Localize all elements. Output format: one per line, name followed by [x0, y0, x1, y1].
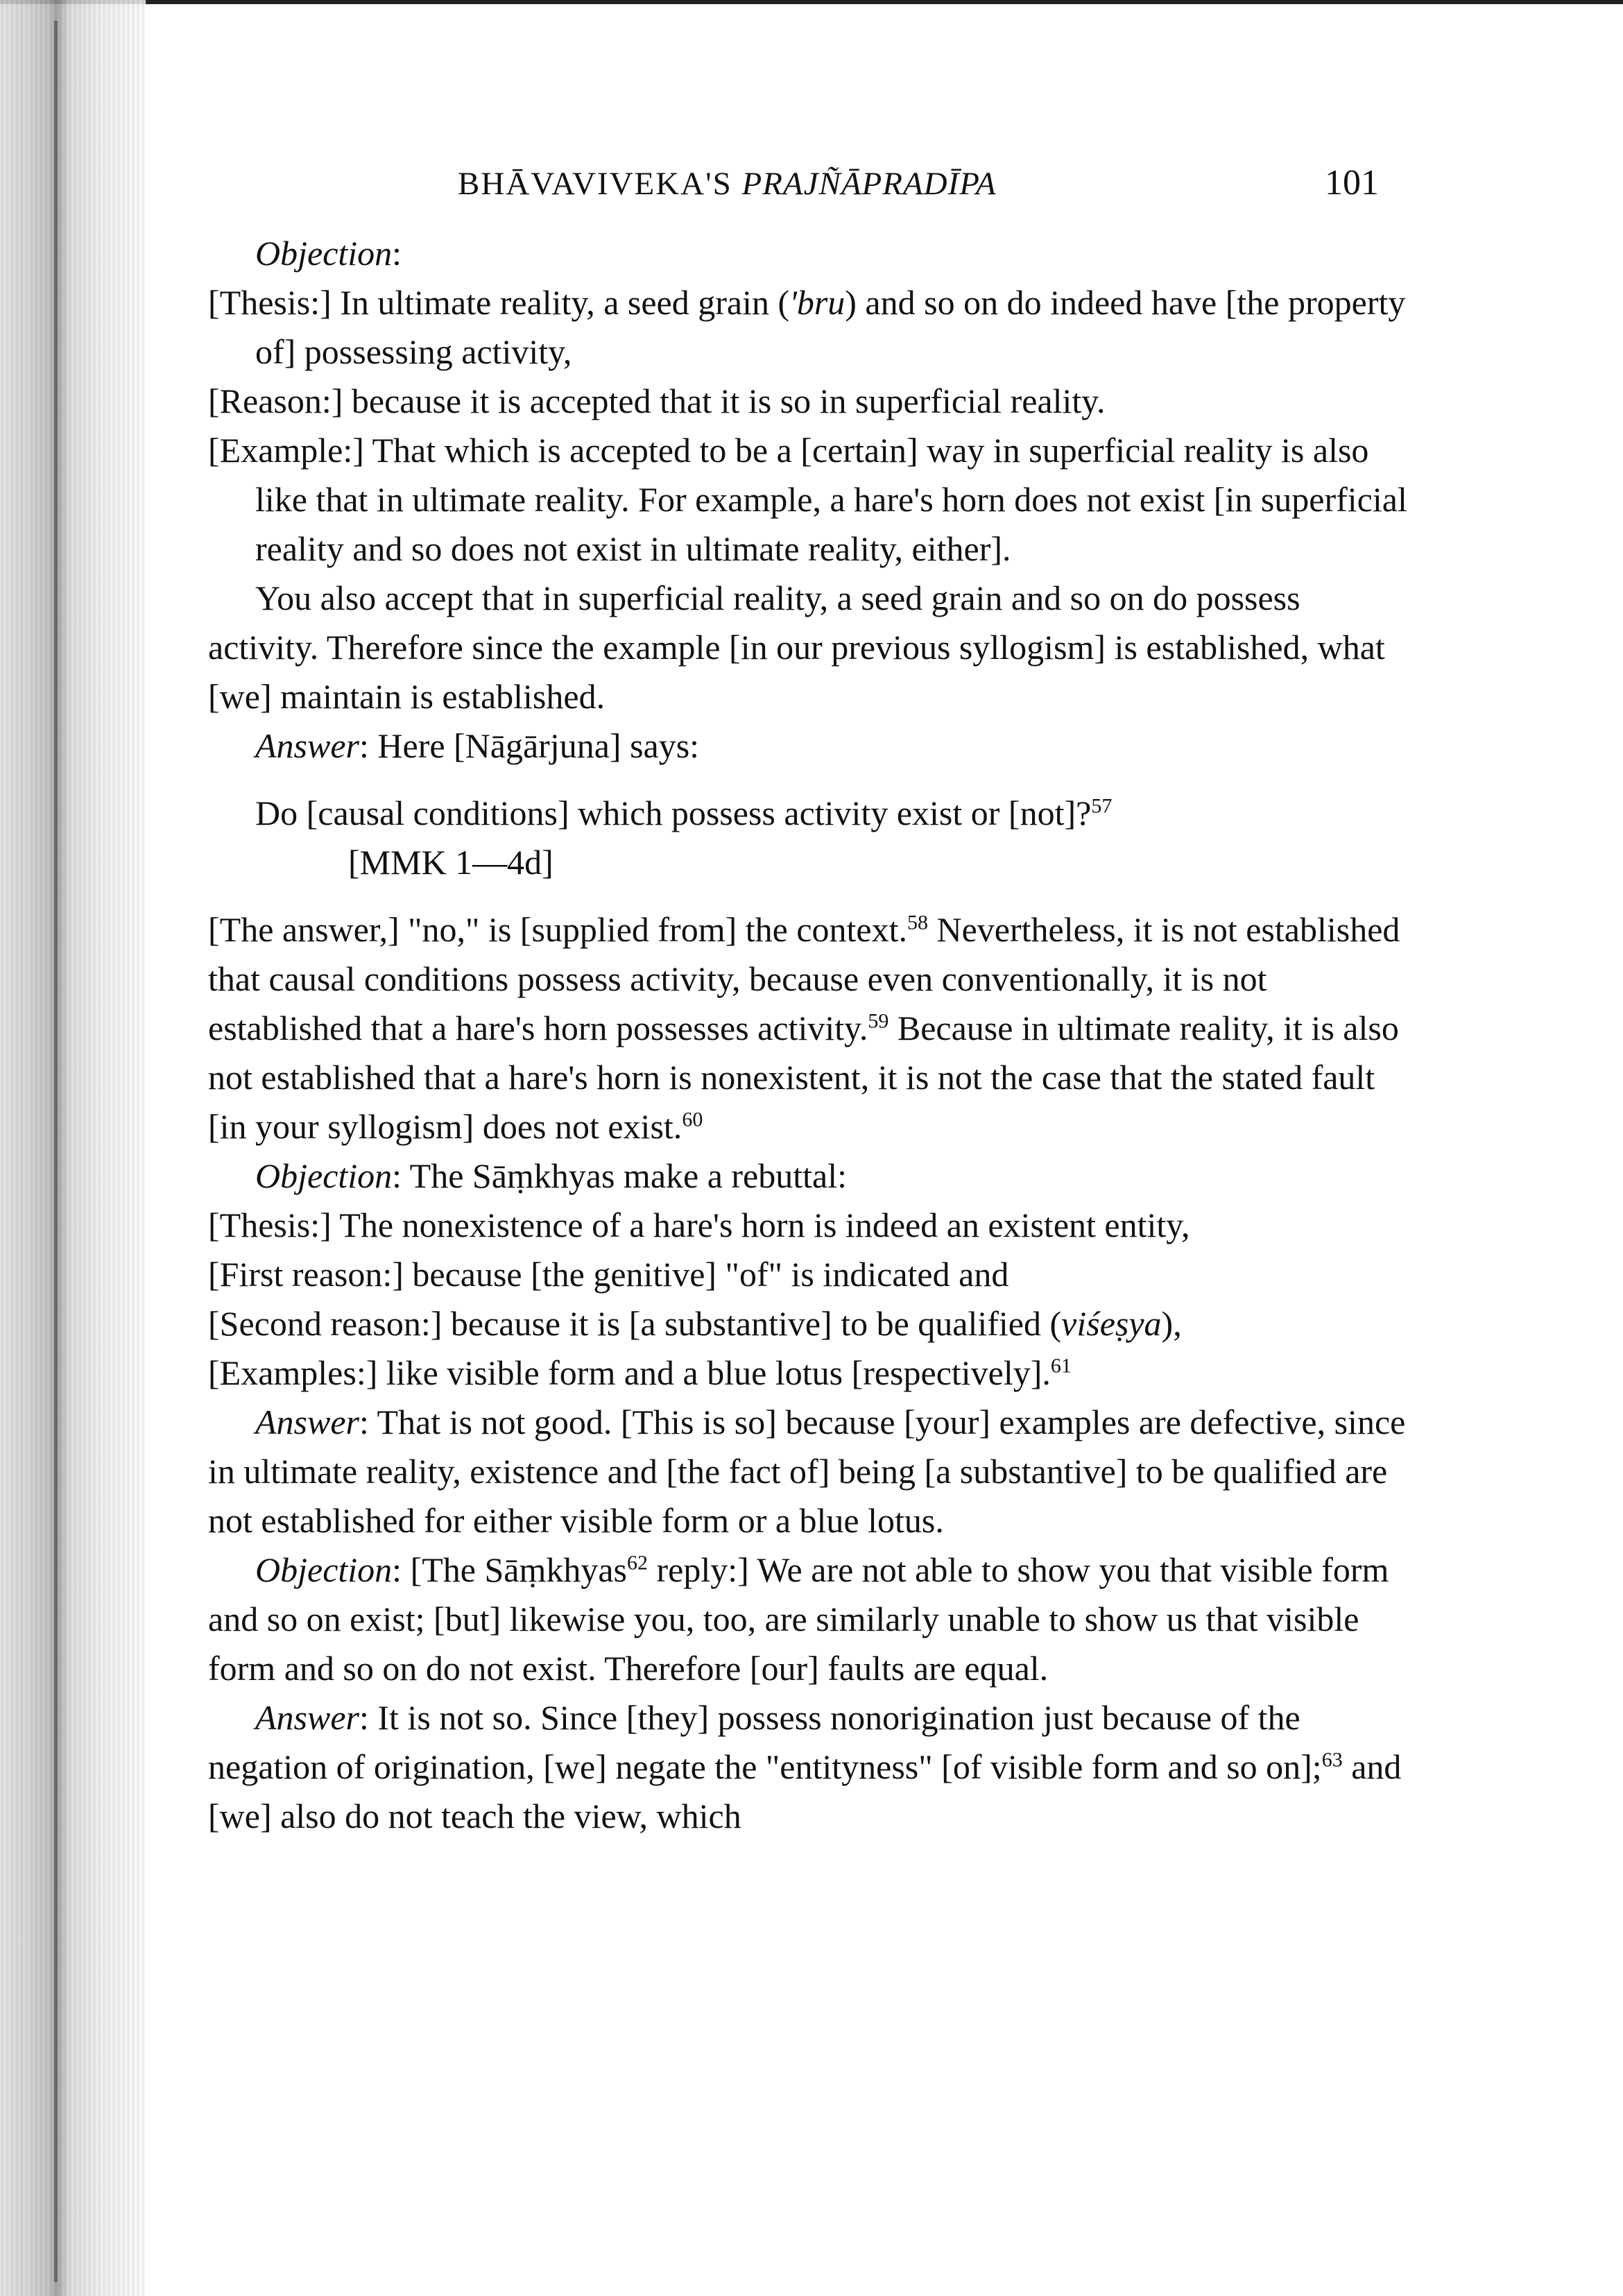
paragraph-first-reason: [First reason:] because [the genitive] "of" is indicated and: [208, 1255, 1009, 1294]
footnote-marker: 58: [907, 911, 928, 934]
book-page: [208, 146, 1415, 1841]
paragraph-examples: [Examples:] like visible form and a blue lotus [respectively].$^{61}$: [208, 1353, 1072, 1392]
book-binding-shadow: [0, 0, 146, 2296]
footnote-marker: 62: [627, 1551, 648, 1575]
binding-edge-line: [54, 21, 58, 2282]
verse-quotation: [208, 789, 1415, 887]
paragraph-objection-label: Objection:: [255, 234, 402, 273]
running-title: BHĀVAVIVEKA'S PRAJÑĀPRADĪPA: [458, 166, 997, 202]
running-header: [208, 146, 1415, 229]
paragraph-reason: [Reason:] because it is accepted that it is so in superficial reality.: [208, 382, 1106, 420]
paragraph-thesis: [Thesis:] In ultimate reality, a seed grain ('bru) and so on do indeed have [the property of] possessing activity,: [208, 283, 1406, 371]
footnote-marker: 59: [868, 1009, 889, 1033]
paragraph-thesis-2: [Thesis:] The nonexistence of a hare's horn is indeed an existent entity,: [208, 1206, 1190, 1244]
paragraph-samkhya-reply: Objection: [The Sāṃkhyas$^{62}$ reply:] We are not able to show you that visible form and so on exist; [but] likewise you, too, are similarly unable to show us that visible form and so on do not exist. Therefore [our] faults are equal.: [208, 1550, 1389, 1688]
verse-line: Do [causal conditions] which possess activity exist or [not]?$^{57}$: [255, 794, 1113, 832]
paragraph-the-answer: [The answer,] "no," is [supplied from] the context.$^{58}$ Nevertheless, it is not established that causal conditions possess activity, because even conventionally, it is not established that a hare's horn possesses activity.$^{59}$ Because in ultimate reality, it is also not established that a hare's horn is nonexistent, it is not the case that the stated fault [in your syllogism] does not exist.$^{60}$: [208, 910, 1400, 1146]
footnote-marker: 57: [1091, 794, 1113, 818]
paragraph-you-also-accept: You also accept that in superficial reality, a seed grain and so on do possess activity. Therefore since the example [in our previous syllogism] is established, what [we] maintain is established.: [208, 579, 1385, 716]
paragraph-answer-intro: Answer: Here [Nāgārjuna] says:: [255, 726, 700, 765]
footnote-marker: 60: [682, 1108, 703, 1131]
verse-reference: [MMK 1—4d]: [348, 843, 553, 882]
footnote-marker: 63: [1321, 1748, 1343, 1772]
paragraph-answer-not-so: Answer: It is not so. Since [they] possess nonorigination just because of the negation of origination, [we] negate the "entityness" [of visible form and so on];$^{63}$ and [we] also do not teach the view, which: [208, 1698, 1402, 1835]
paragraph-example: [Example:] That which is accepted to be a [certain] way in superficial reality is also like that in ultimate reality. For example, a hare's horn does not exist [in superficial reality and so does not exist in ultimate reality, either].: [208, 431, 1407, 568]
page-top-edge: [0, 0, 1623, 4]
paragraph-second-reason: [Second reason:] because it is [a substantive] to be qualified (viśeṣya),: [208, 1304, 1182, 1343]
body-text: [208, 229, 1415, 1841]
paragraph-samkhya-rebuttal: Objection: The Sāṃkhyas make a rebuttal:: [255, 1156, 848, 1195]
footnote-marker: 61: [1050, 1354, 1072, 1378]
running-title-italic: PRAJÑĀPRADĪPA: [741, 166, 997, 202]
page-number: 101: [1325, 163, 1379, 203]
paragraph-answer-not-good: Answer: That is not good. [This is so] because [your] examples are defective, since in ultimate reality, existence and [the fact of] being [a substantive] to be qualified are not established for either visible form or a blue lotus.: [208, 1403, 1406, 1540]
